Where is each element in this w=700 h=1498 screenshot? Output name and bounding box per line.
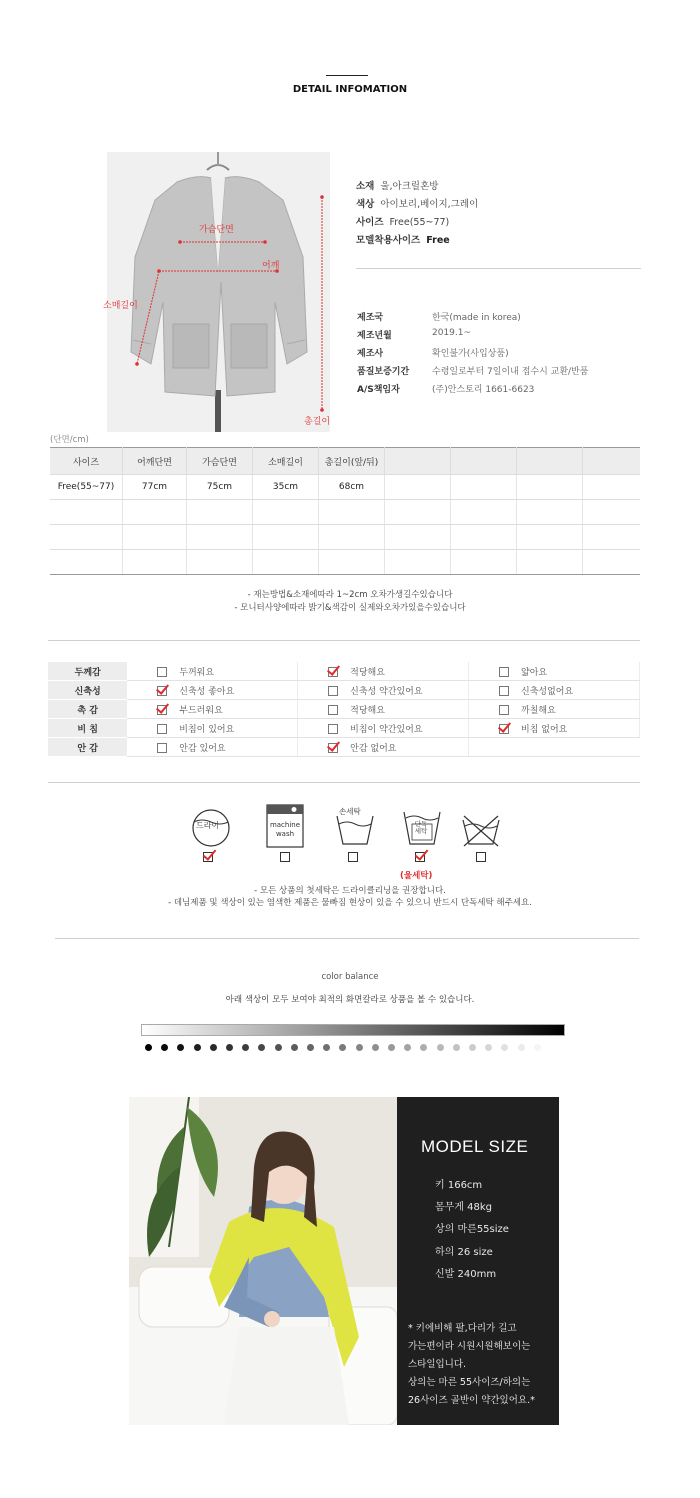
table-row <box>48 719 640 738</box>
model-weight: 몸무게 48kg <box>435 1202 493 1213</box>
model-desc-line: 가는편이라 시원시원해보이는 <box>408 1341 531 1352</box>
cell <box>451 475 517 500</box>
feel-option-label: 안감 없어요 <box>350 743 397 754</box>
measure-label-sleeve: 소매길이 <box>103 301 138 311</box>
col-empty <box>451 448 517 475</box>
cell-chest: 75cm <box>187 475 253 500</box>
col-length: 총길이(앞/뒤) <box>319 448 385 475</box>
color-dot <box>404 1044 411 1051</box>
model-desc-line: 스타일입니다. <box>408 1359 467 1370</box>
feel-option[interactable] <box>499 681 639 700</box>
color-dot <box>339 1044 346 1051</box>
table-row <box>48 700 640 719</box>
feel-checkbox[interactable] <box>157 724 167 734</box>
feel-option-label: 부드러워요 <box>179 705 223 716</box>
model-shoe-size: 신발 240mm <box>435 1269 497 1280</box>
title-divider <box>326 75 368 76</box>
page-title: DETAIL INFOMATION <box>292 84 408 95</box>
feel-option[interactable] <box>157 662 297 681</box>
feel-option[interactable] <box>499 700 639 719</box>
color-dot <box>258 1044 265 1051</box>
feel-option-label: 신축성없어요 <box>521 686 574 697</box>
wash-highlight: (울세탁) <box>400 871 433 881</box>
hand-wash-label: 손세탁 <box>339 807 361 816</box>
color-dot <box>550 1044 557 1051</box>
color-gradient-bar <box>141 1024 565 1036</box>
feel-checkbox[interactable] <box>499 724 509 734</box>
wash-note-1: - 모든 상품의 첫세탁은 드라이클리닝을 권장합니다. <box>254 886 446 896</box>
col-size: 사이즈 <box>50 448 123 475</box>
color-dot <box>161 1044 168 1051</box>
feel-option[interactable] <box>499 719 639 738</box>
model-photo <box>129 1097 397 1425</box>
table-row <box>50 475 640 500</box>
cell-size: Free(55~77) <box>50 475 123 500</box>
machine-wash-label: machine wash <box>269 821 301 838</box>
color-dot <box>437 1044 444 1051</box>
feel-option[interactable] <box>157 681 297 700</box>
table-row <box>50 525 640 550</box>
color-dot <box>194 1044 201 1051</box>
model-bottom-size: 하의 26 size <box>435 1247 493 1258</box>
size-table <box>50 447 640 575</box>
color-dot <box>518 1044 525 1051</box>
feel-option-label: 적당해요 <box>350 667 385 678</box>
wash-checkbox-separate[interactable] <box>415 852 425 862</box>
feel-option-label: 신축성 좋아요 <box>179 686 235 697</box>
feel-option-label: 안감 있어요 <box>179 743 226 754</box>
spec-model-size: 모델착용사이즈 Free <box>356 235 450 246</box>
col-shoulder: 어깨단면 <box>123 448 187 475</box>
table-row <box>48 681 640 700</box>
feel-option[interactable] <box>328 719 468 738</box>
feel-option-label: 적당해요 <box>350 705 385 716</box>
color-dot <box>372 1044 379 1051</box>
col-empty <box>517 448 583 475</box>
color-dot <box>388 1044 395 1051</box>
section-divider <box>48 782 640 783</box>
wash-checkbox-hand[interactable] <box>348 852 358 862</box>
table-row <box>50 550 640 575</box>
cell-sleeve: 35cm <box>253 475 319 500</box>
fabric-feel-table <box>48 662 640 757</box>
color-balance-title: color balance <box>321 972 379 982</box>
feel-checkbox[interactable] <box>499 705 509 715</box>
feel-option[interactable] <box>499 662 639 681</box>
model-desc-line: 상의는 마른 55사이즈/하의는 <box>408 1377 531 1388</box>
color-dot <box>275 1044 282 1051</box>
table-row <box>48 738 640 757</box>
feel-label: 안 감 <box>48 738 127 757</box>
color-dot <box>145 1044 152 1051</box>
feel-checkbox[interactable] <box>499 667 509 677</box>
section-divider <box>48 640 640 641</box>
model-size-title: MODEL SIZE <box>421 1137 529 1156</box>
feel-option-label: 얇아요 <box>521 667 548 678</box>
feel-option[interactable] <box>328 700 468 719</box>
measure-label-chest: 가슴단면 <box>199 225 234 235</box>
feel-checkbox[interactable] <box>328 705 338 715</box>
feel-checkbox[interactable] <box>328 743 338 753</box>
wash-note-2: - 데님제품 및 색상이 있는 염색한 제품은 물빠짐 현상이 있을 수 있으니 반드시 단독세탁 해주세요. <box>168 898 532 908</box>
wash-checkbox-no[interactable] <box>476 852 486 862</box>
model-desc-line: * 키에비해 팔,다리가 길고 <box>408 1323 517 1334</box>
color-dot <box>534 1044 541 1051</box>
wash-checkbox-dry[interactable] <box>203 852 213 862</box>
spec-color: 색상 아이보리,베이지,그레이 <box>356 199 479 210</box>
feel-checkbox[interactable] <box>328 686 338 696</box>
cardigan-illustration <box>107 152 330 432</box>
color-dot <box>453 1044 460 1051</box>
feel-option-label: 비침 없어요 <box>521 724 568 735</box>
feel-option[interactable] <box>328 681 468 700</box>
product-photo <box>107 152 330 432</box>
feel-checkbox[interactable] <box>157 686 167 696</box>
table-row <box>48 662 640 681</box>
measure-note: - 재는방법&소재에따라 1~2cm 오차가생길수있습니다 <box>247 590 453 600</box>
color-dot <box>420 1044 427 1051</box>
wash-checkbox-machine[interactable] <box>280 852 290 862</box>
color-dot <box>501 1044 508 1051</box>
model-desc-line: 26사이즈 골반이 약간있어요.* <box>408 1395 535 1406</box>
color-dot <box>242 1044 249 1051</box>
color-dot <box>226 1044 233 1051</box>
model-top-size: 상의 마른55size <box>435 1224 509 1235</box>
feel-option-label: 비침이 약간있어요 <box>350 724 423 735</box>
color-dot <box>469 1044 476 1051</box>
feel-option-label: 비침이 있어요 <box>179 724 235 735</box>
color-dot <box>485 1044 492 1051</box>
col-sleeve: 소매길이 <box>253 448 319 475</box>
col-empty <box>385 448 451 475</box>
feel-checkbox[interactable] <box>157 667 167 677</box>
size-unit: (단면/cm) <box>50 435 89 445</box>
color-dot <box>177 1044 184 1051</box>
cell-length: 68cm <box>319 475 385 500</box>
color-dot <box>291 1044 298 1051</box>
feel-label: 촉 감 <box>48 700 127 719</box>
color-dot <box>356 1044 363 1051</box>
model-illustration <box>129 1097 397 1425</box>
table-row <box>50 500 640 525</box>
cell <box>583 475 641 500</box>
feel-checkbox[interactable] <box>328 667 338 677</box>
feel-option[interactable] <box>157 738 297 757</box>
feel-option[interactable] <box>328 738 468 757</box>
size-table-header <box>50 448 640 475</box>
feel-checkbox[interactable] <box>499 686 509 696</box>
feel-label: 비 침 <box>48 719 127 738</box>
feel-checkbox[interactable] <box>157 743 167 753</box>
feel-option[interactable] <box>328 662 468 681</box>
cell-shoulder: 77cm <box>123 475 187 500</box>
feel-option-label: 두꺼워요 <box>179 667 215 678</box>
feel-label: 두께감 <box>48 662 127 681</box>
feel-option[interactable] <box>499 738 639 757</box>
feel-checkbox[interactable] <box>328 724 338 734</box>
no-wash-icon <box>460 804 502 848</box>
measure-label-length: 총길이 <box>304 417 330 427</box>
color-balance-desc: 아래 색상이 모두 보여야 최적의 화면칼라로 상품을 볼 수 있습니다. <box>225 995 475 1005</box>
feel-option[interactable] <box>157 700 297 719</box>
spec-material: 소재 울,아크릴혼방 <box>356 181 439 192</box>
feel-option-label: 신축성 약간있어요 <box>350 686 423 697</box>
feel-option[interactable] <box>157 719 297 738</box>
spec-size: 사이즈 Free(55~77) <box>356 217 450 228</box>
cell <box>517 475 583 500</box>
spec-divider <box>356 268 641 269</box>
color-dot <box>210 1044 217 1051</box>
monitor-note: - 모니터사양에따라 밝기&색감이 실제와오차가있을수있습니다 <box>234 603 466 613</box>
feel-option-label: 까칠해요 <box>521 705 556 716</box>
color-dot <box>323 1044 330 1051</box>
measure-label-shoulder: 어깨 <box>262 261 280 271</box>
color-dot <box>307 1044 314 1051</box>
col-chest: 가슴단면 <box>187 448 253 475</box>
dry-clean-label: 드라이 <box>196 821 220 830</box>
section-divider <box>55 938 639 939</box>
col-empty <box>583 448 641 475</box>
model-height: 키 166cm <box>435 1180 483 1191</box>
feel-label: 신축성 <box>48 681 127 700</box>
feel-checkbox[interactable] <box>157 705 167 715</box>
cell <box>385 475 451 500</box>
separate-wash-label: 단독 세탁 <box>414 820 428 835</box>
